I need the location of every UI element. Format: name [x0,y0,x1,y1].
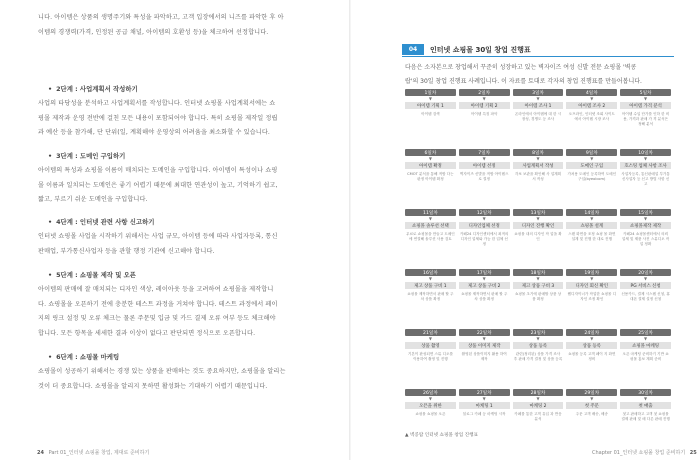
task-description: 아이템 검색 [421,112,440,116]
task-label: 마케팅 1 [459,402,510,409]
schedule-cell [513,149,564,205]
text-line: 판매업, 부가통신사업자 등을 관할 행정 기관에 신고해야 합니다. [38,247,215,255]
text-line: 것이 더 중요합니다. 쇼핑몰을 알리지 못하면 활성화는 기대하기 어렵기 때문입니다. [38,382,268,390]
schedule-cell [566,149,617,205]
task-label: 마케팅 2 [513,402,564,409]
task-label: 상품 등록 [566,342,617,349]
schedule-cell [566,209,617,265]
task-label: 상품 촬영 [405,342,456,349]
down-arrow-icon: ▼ [536,276,540,281]
text-line: 아이템의 판매에 잘 매치되는 디자인 색상, 레이아웃 등을 고려하여 쇼핑몰을 제작합니 [38,286,274,293]
section-number-badge: 04 [402,44,424,55]
schedule-cell [459,209,510,265]
day-label: 9일차 [566,149,617,156]
task-description: 오픈 마케팅 준비하기 기반 쇼핑몰 홍보 계획 준비 [622,352,669,362]
schedule-cell [405,149,456,205]
schedule-row [405,149,671,205]
task-description: 기본이 완성되면 스튜 디오를 이용하여 촬영 및 진행 [407,352,453,362]
page-number: 25 [689,450,697,456]
down-arrow-icon: ▼ [428,216,432,221]
day-label: 27일차 [459,389,510,396]
task-label: 오픈을 위한 [405,402,456,409]
schedule-cell [459,269,510,325]
down-arrow-icon: ▼ [644,96,648,101]
down-arrow-icon: ▼ [482,396,486,401]
schedule-cell [566,269,617,325]
down-arrow-icon: ▼ [590,336,594,341]
footer-text: Part 01_인터넷 쇼핑몰 창업, 제대로 준비하기 [48,450,150,456]
text-line: 지의 링크 설정 및 오류 체크는 물론 주문및 입금 및 카드 결제 오류 여부 등도 체크해야 [38,315,276,322]
day-label: 12일차 [459,209,510,216]
page-gutter [349,0,351,460]
day-label: 28일차 [513,389,564,396]
text-line: 짧고, 부르기 쉬운 도메인을 구입합니다. [38,196,148,203]
text-line: 다. 쇼핑몰을 오픈하기 전에 충분한 테스트 과정을 거쳐야 합니다. 테스트 과정에서 페이 [38,300,278,308]
day-label: 25일차 [620,329,671,336]
schedule-cell [459,329,510,385]
task-label: 디자인업체 선정 [459,222,510,229]
schedule-cell [620,269,671,325]
table-caption: ▲ 벽콩랍 인터넷 쇼핑몰 창업 진행표 [405,433,478,438]
step-paragraph [38,283,328,341]
down-arrow-icon: ▼ [428,276,432,281]
schedule-cell [405,89,456,145]
task-label: 제고 상품 구비 1 [405,282,456,289]
schedule-row [405,269,671,325]
down-arrow-icon: ▼ [482,336,486,341]
down-arrow-icon: ▼ [536,396,540,401]
down-arrow-icon: ▼ [482,156,486,161]
schedule-table [405,89,671,449]
task-description: 온라인에서 아이템에 대 한 시장성, 경쟁도 등 조사 [514,112,562,122]
day-label: 8일차 [513,149,564,156]
task-label: 제고 상품 구비 2 [459,282,510,289]
day-label: 16일차 [405,269,456,276]
task-label: 제고 상품 구비 3 [513,282,564,289]
down-arrow-icon: ▼ [644,336,648,341]
text-line: 몰 이름과 일치되는 도메인은 좋기 어렵기 때문에 최대한 연관성이 높고, 기억하기 쉽고, [38,181,278,189]
task-label: PG 서비스 신청 [620,282,671,289]
down-arrow-icon: ▼ [482,216,486,221]
down-arrow-icon: ▼ [590,216,594,221]
task-label: 첫 매출 [620,402,671,409]
task-label: 도메인 구입 [566,162,617,169]
task-description: 주문 고객 배송, 배송 [575,412,608,416]
day-label: 23일차 [513,329,564,336]
task-label: 쇼핑몰 설계 [566,222,617,229]
step-title: • 5단계 : 쇼핑몰 제작 및 오픈 [48,270,136,279]
paragraph-intro [38,11,328,40]
day-label: 7일차 [459,149,510,156]
down-arrow-icon: ▼ [428,336,432,341]
down-arrow-icon: ▼ [590,156,594,161]
task-description: 쇼핑몰 초기에 판매할 상품 상품 확정 [514,292,562,302]
day-label: 4일차 [566,89,617,96]
task-label: 아이템 확정 [405,162,456,169]
task-label: 아이템 기획 2 [459,102,510,109]
task-label: 아이템 기획 1 [405,102,456,109]
task-label: 쇼핑몰제작 제작 [620,222,671,229]
down-arrow-icon: ▼ [644,216,648,221]
down-arrow-icon: ▼ [644,396,648,401]
down-arrow-icon: ▼ [482,276,486,281]
day-label: 1일차 [405,89,456,96]
schedule-cell [566,329,617,385]
task-label: 아이템 가격 분석 [620,102,671,109]
right-footer [592,449,700,456]
left-footer [34,449,149,456]
task-label: 쇼핑몰 마케팅 [620,342,671,349]
schedule-cell [513,89,564,145]
day-label: 19일차 [566,269,617,276]
day-label: 15일차 [620,209,671,216]
day-label: 20일차 [620,269,671,276]
step-title: • 3단계 : 도메인 구입하기 [48,151,125,160]
text-line: 핑몰 제작과 운영 전반에 걸친 모든 내용이 포함되어야 합니다. 특히 쇼핑몰 제작일 정립 [38,114,278,122]
down-arrow-icon: ▼ [536,216,540,221]
schedule-cell [513,269,564,325]
text-line: 니다. 아이템은 상품의 생명주기와 특성을 파악하고, 고객 입장에서의 니즈를 파악한 후 아 [38,14,284,21]
step-title: • 6단계 : 쇼핑몰 마케팅 [48,352,119,361]
day-label: 22일차 [459,329,510,336]
section-divider [402,56,674,57]
schedule-cell [459,89,510,145]
day-label: 5일차 [620,89,671,96]
day-label: 18일차 [513,269,564,276]
section-intro [405,61,673,89]
task-description: 촬영된 상품이미지 활용 하여 제작 [461,352,507,362]
section-header [402,44,674,55]
schedule-cell [405,329,456,385]
task-description: 카페24 쇼핑몰센터에서 의뢰 업체 및 제품 사진 스튜디오 작업 정확 [621,232,670,247]
day-label: 17일차 [459,269,510,276]
task-description: 아이템 특징 파악 [470,112,498,116]
task-description: 블로그 카페 등 마케팅 시작 [462,412,506,416]
task-description: CMOT 분석을 통해 적합 다는 판정 아이템 확정 [407,172,454,182]
task-description: 카페24 디자인센터에서 최적의 디자인 업체와 가능 한 업체 선정 [459,232,509,247]
down-arrow-icon: ▼ [428,96,432,101]
schedule-cell [513,389,564,445]
schedule-cell [513,209,564,265]
task-label: 상품 등록 [513,342,564,349]
day-label: 21일차 [405,329,456,336]
schedule-cell [620,329,671,385]
text-line: 쇼핑몰이 성공하기 위해서는 경쟁 있는 상품을 판매하는 것도 중요하지만, 쇼핑몰을 알리는 [38,368,286,375]
text-line: 아이템의 특성과 쇼핑몰 이름이 매치되는 도메인을 구입합니다. 아이템이 특성이나 쇼핑 [38,167,278,174]
task-description: 스탠 화면을 조정 쇼핑 몰 화면 설계 및 진행 한 대로 진행 [568,232,616,242]
task-label: 아이템 선정 [459,162,510,169]
day-label: 11일차 [405,209,456,216]
text-line: 이템의 경쟁력(가격, 인정된 공급 채널, 아이템의 호환성 등)을 체크하여 선정합니다. [38,28,269,36]
step-paragraph [38,97,328,141]
schedule-cell [566,389,617,445]
schedule-cell [620,149,671,205]
schedule-cell [620,89,671,145]
task-label: 쇼핑몰 솔루션 선택 [405,222,456,229]
task-label: 첫 주문 [566,402,617,409]
down-arrow-icon: ▼ [536,96,540,101]
task-label: 아이템 조사 1 [513,102,564,109]
step-paragraph [38,164,328,208]
task-label: 디자인 회신 확인 [566,282,617,289]
step-paragraph [38,230,328,259]
task-description: 쇼핑몰 등록 고객 페이 지 화면 정비 [568,352,616,362]
day-label: 2일차 [459,89,510,96]
day-label: 3일차 [513,89,564,96]
step-title: • 2단계 : 사업계획서 작성하기 [48,84,138,93]
schedule-cell [513,329,564,385]
text-line: 과 예산 등을 참가해, 단 단위(일, 계획해야 운영상의 어려움을 최소화할 수 있습니다. [38,129,270,136]
down-arrow-icon: ▼ [536,336,540,341]
task-description: 쇼핑몰 제작하면서 판매 할 주차 상품 확정 [407,292,454,302]
task-description: 무료로 쇼핑몰을 만들고 도메인에 연결해 솔루션 사용 검토 [406,232,455,242]
down-arrow-icon: ▼ [644,156,648,161]
task-label: 디자인 진행 확인 [513,222,564,229]
task-description: 벽자이즈 신발을 적합 아이템으로 결정 [459,172,509,182]
text-line: 랍'의 30일 창업 진행표 사례입니다. 이 자료를 토대로 각자의 창업 진행표를 만들어봅니다. [405,78,642,85]
day-label: 14일차 [566,209,617,216]
schedule-cell [566,89,617,145]
task-description: 신용카드, 결제 시스템 신청, 휴대폰 결제 설정 신청 [621,292,670,302]
schedule-cell [620,209,671,265]
text-line: 다음은 소자본으로 창업해서 꾸준히 성장하고 있는 벽자이즈 여성 신발 전문 쇼핑몰 '벽콩 [405,64,637,71]
task-description: 쇼핑몰 쇼핑몰 오픈 [415,412,446,416]
down-arrow-icon: ▼ [428,156,432,161]
day-label: 29일차 [566,389,617,396]
task-description: 각보 보관을 확인해 사 업계획서 작성 [514,172,562,182]
schedule-row [405,329,671,385]
task-label: 아이템 조사 2 [566,102,617,109]
schedule-row [405,89,671,145]
text-line: 인터넷 쇼핑몰 사업을 시작하기 위해서는 사업 규모, 아이템 등에 따라 사업자등록, 통신 [38,233,278,240]
day-label: 26일차 [405,389,456,396]
down-arrow-icon: ▼ [590,396,594,401]
task-description: 가처용 도메인 등록하여 도메인 구입(byeolcom) [567,172,617,182]
task-description: 관련(정리된) 상품 가격 조사 후 판매 가격 결정 및 상품 등록 [513,352,563,362]
task-label: 호스팅 업체 사항 조사 [620,162,671,169]
text-line: 사업의 타당성을 분석하고 사업계획서를 작성합니다. 인터넷 쇼핑몰 사업계획서에는 쇼 [38,100,276,107]
down-arrow-icon: ▼ [590,276,594,281]
schedule-cell [620,389,671,445]
step-title: • 4단계 : 인터넷 관련 사항 신고하기 [48,217,154,226]
day-label: 6일차 [405,149,456,156]
task-description: 아이템 수입 단가를 인하 한 비용, 가격과 판매 가 격 분석은 정해 분석 [621,112,670,127]
task-label: 사업계획서 작성 [513,162,564,169]
schedule-row [405,209,671,265]
task-description: 첫고 판매하고 고객 첫 쇼핑몰 결제 판매 및 매 다른 판매 진행 [621,412,670,422]
step-paragraph [38,365,328,394]
task-description: 사업자등록, 통신판매업 부가통신사업자 등 신고 방법 사항 신고 [621,172,670,187]
page-number: 24 [37,450,44,456]
day-label: 30일차 [620,389,671,396]
schedule-cell [405,269,456,325]
task-label: 상품 이미지 제작 [459,342,510,349]
down-arrow-icon: ▼ [590,96,594,101]
schedule-cell [405,209,456,265]
schedule-cell [459,149,510,205]
task-description: 웹디자이너가 작업한 쇼핑몰 디자인 조정 확인 [567,292,617,302]
down-arrow-icon: ▼ [482,96,486,101]
day-label: 10일차 [620,149,671,156]
text-line: 합니다. 모든 항목을 세세한 결과 이상이 없다고 판단되면 정식으로 오픈합니다. [38,329,256,337]
section-title: 인터넷 쇼핑몰 30일 창업 진행표 [430,45,531,54]
down-arrow-icon: ▼ [536,156,540,161]
day-label: 24일차 [566,329,617,336]
task-description: 카페를 통한 고객 유입 과 반응 분석 [514,412,562,422]
down-arrow-icon: ▼ [428,396,432,401]
day-label: 13일차 [513,209,564,216]
task-description: 쇼핑몰 내의 디자인 작 업을 확인 [514,232,562,242]
down-arrow-icon: ▼ [644,276,648,281]
task-description: 오프라인, 인터넷 조회 사이트에서 아이템 시장 조사 [568,112,615,122]
task-description: 쇼핑몰 제작하면서 판매 할 주차 상품 확정 [461,292,508,302]
footer-text: Chapter 01_인터넷 쇼핑몰 창업 준비하기 [592,450,686,456]
